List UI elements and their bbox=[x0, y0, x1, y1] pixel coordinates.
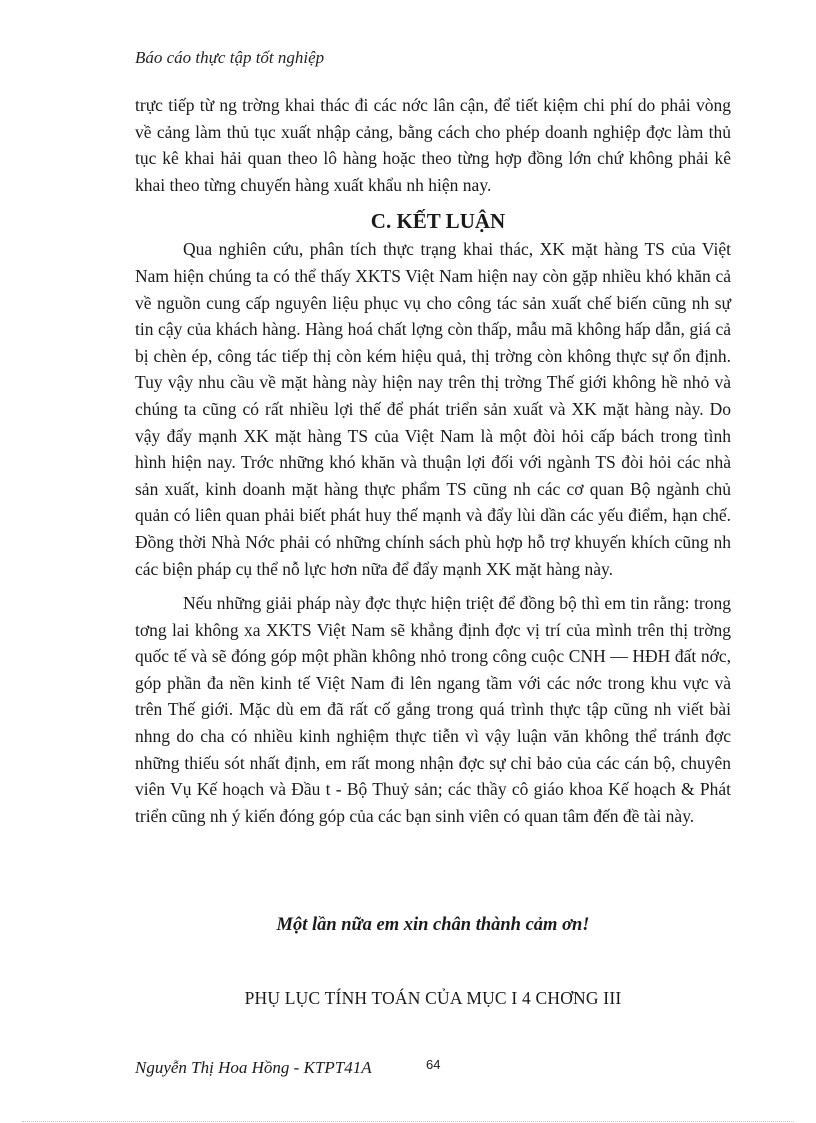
appendix-title: PHỤ LỤC TÍNH TOÁN CỦA MỤC I 4 CHƠNG III bbox=[244, 988, 622, 1008]
footer-author: Nguyễn Thị Hoa Hồng - KTPT41A bbox=[135, 1058, 372, 1077]
page-bottom-divider bbox=[22, 1121, 794, 1122]
page-number: 64 bbox=[426, 1057, 441, 1072]
running-header: Báo cáo thực tập tốt nghiệp bbox=[135, 48, 325, 67]
paragraph-conclusion-2: Nếu những giải pháp này đợc thực hiện triệt để đồng bộ thì em tin rằng: trong tơng lai không xa XKTS Việt Nam sẽ khẳng định đợc vị trí của mình trên thị trờng quốc tế và sẽ đóng góp một phần không nhỏ trong công cuộc CNH — HĐH đất nớc, góp phần đa nền kinh tế Việt Nam đi lên ngang tầm với các nớc trong khu vực và trên Thế giới. Mặc dù em đã rất cố gắng trong quá trình thực tập cũng nh viết bài nhng do cha có nhiều kinh nghiệm thực tiễn vì vậy luận văn không thể tránh đợc những thiếu sót nhất định, em rất mong nhận đợc sự chỉ bảo của các cán bộ, chuyên viên Vụ Kế hoạch và Đầu t - Bộ Thuỷ sản; các thầy cô giáo khoa Kế hoạch & Phát triển cũng nh ý kiến đóng góp của các bạn sinh viên có quan tâm đến đề tài này. bbox=[135, 593, 731, 826]
section-heading: C. KẾT LUẬN bbox=[370, 209, 506, 234]
page-body bbox=[135, 92, 731, 829]
thanks-line: Một lần nữa em xin chân thành cảm ơn! bbox=[276, 915, 590, 935]
paragraph-conclusion-1: Qua nghiên cứu, phân tích thực trạng khai thác, XK mặt hàng TS của Việt Nam hiện chúng ta có thể thấy XKTS Việt Nam hiện nay còn gặp nhiều khó khăn cả về nguồn cung cấp nguyên liệu phục vụ cho công tác sản xuất chế biến cũng nh sự tin cậy của khách hàng. Hàng hoá chất lợng còn thấp, mẫu mã không hấp dẫn, giá cả bị chèn ép, công tác tiếp thị còn kém hiệu quả, thị trờng còn không thực sự ổn định. Tuy vậy nhu cầu về mặt hàng này hiện nay trên thị trờng Thế giới không hề nhỏ và chúng ta cũng có rất nhiều lợi thế để phát triển sản xuất và XK mặt hàng này. Do vậy đẩy mạnh XK mặt hàng TS của Việt Nam là một đòi hỏi cấp bách trong tình hình hiện nay. Trớc những khó khăn và thuận lợi đối với ngành TS đòi hỏi các nhà sản xuất, kinh doanh mặt hàng thực phẩm TS cũng nh các cơ quan Bộ ngành chủ quản có liên quan phải biết phát huy thế mạnh và đẩy lùi dần các yếu điểm, hạn chế. Đồng thời Nhà Nớc phải có những chính sách phù hợp hỗ trợ khuyến khích cũng nh các biện pháp cụ thể nỗ lực hơn nữa để đẩy mạnh XK mặt hàng này. bbox=[135, 239, 731, 579]
paragraph-continuation: trực tiếp từ ng trờng khai thác đi các nớc lân cận, để tiết kiệm chi phí do phải vòng về cảng làm thủ tục xuất nhập cảng, bằng cách cho phép doanh nghiệp đợc làm thủ tục kê khai hải quan theo lô hàng hoặc theo từng hợp đồng lớn chứ không phải kê khai theo từng chuyến hàng xuất khẩu nh hiện nay. bbox=[135, 95, 731, 195]
